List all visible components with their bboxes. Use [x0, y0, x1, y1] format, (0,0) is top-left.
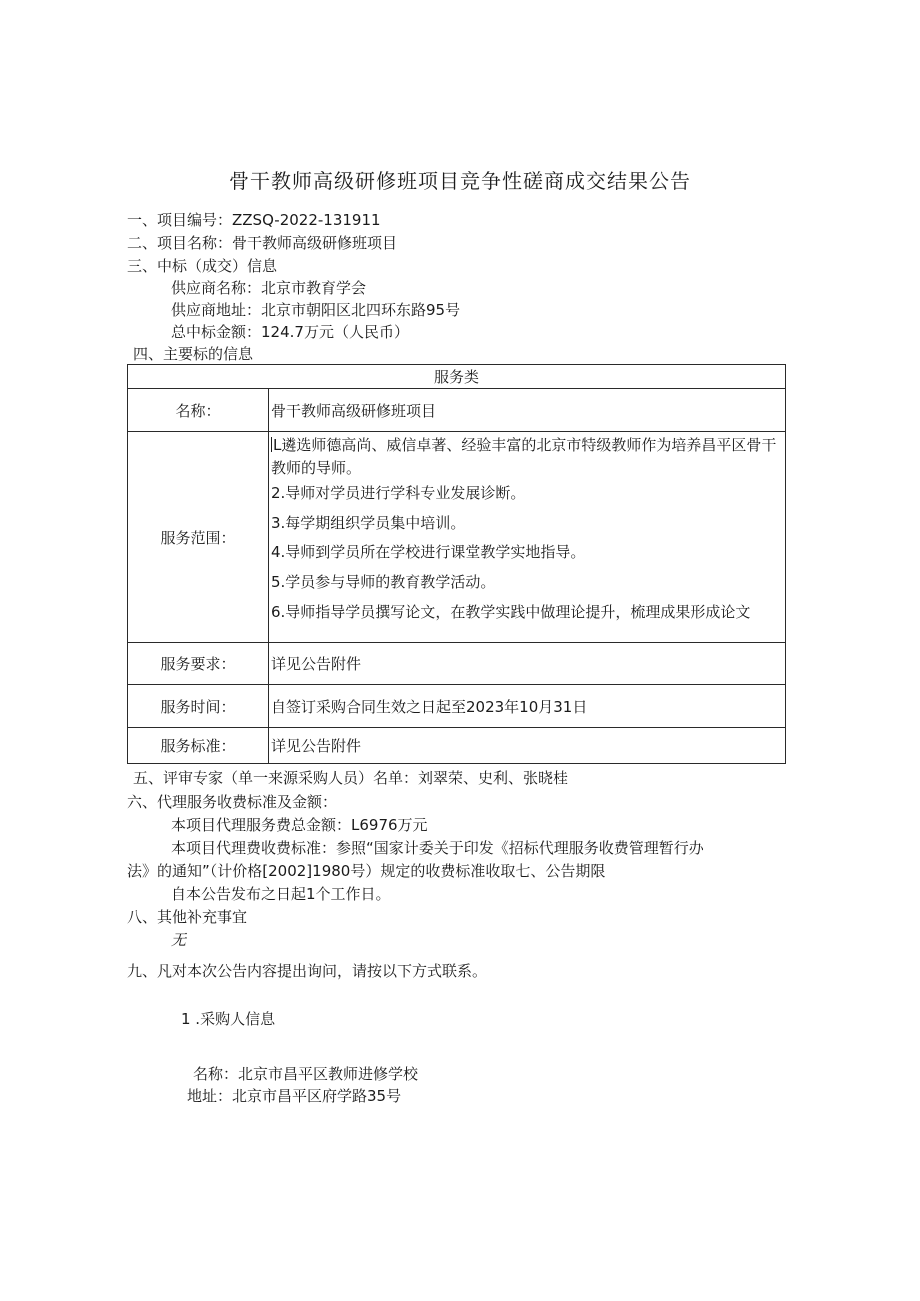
- contact-heading: 九、凡对本次公告内容提出询问，请按以下方式联系。: [127, 962, 488, 980]
- award-info-heading: 三、中标（成交）信息: [127, 257, 278, 275]
- review-experts: 五、评审专家（单一来源采购人员）名单：刘翠荣、史利、张晓桂: [133, 769, 569, 787]
- agency-fee-heading: 六、代理服务收费标准及金额：: [127, 793, 338, 811]
- scope-item-3: 3.每学期组织学员集中培训。: [271, 514, 466, 532]
- agency-fee-standard-line1: 本项目代理费收费标准：参照“国家计委关于印发《招标代理服务收费管理暂行办: [171, 839, 704, 857]
- buyer-info-heading: 1 .采购人信息: [181, 1010, 276, 1028]
- page-title: 骨干教师高级研修班项目竞争性磋商成交结果公告: [229, 169, 691, 193]
- standard-label: 服务标准：: [128, 728, 269, 764]
- agency-fee-standard-line2: 法》的通知”（计价格[2002]1980号）规定的收费标准收取七、公告期限: [127, 862, 606, 880]
- agency-fee-total: 本项目代理服务费总金额：L6976万元: [171, 816, 428, 834]
- scope-item-5: 5.学员参与导师的教育教学活动。: [271, 573, 496, 591]
- time-label: 服务时间：: [128, 685, 269, 728]
- line-mark-icon: [271, 437, 272, 452]
- scope-label: 服务范围：: [128, 432, 269, 643]
- buyer-address: 地址：北京市昌平区府学路35号: [187, 1087, 402, 1105]
- notice-period: 自本公告发布之日起1个工作日。: [171, 885, 391, 903]
- scope-item-1: [271, 434, 783, 480]
- table-header: 服务类: [128, 365, 786, 389]
- name-value: 骨干教师高级研修班项目: [269, 389, 786, 432]
- name-label: 名称：: [128, 389, 269, 432]
- requirement-value: 详见公告附件: [269, 643, 786, 685]
- buyer-name: 名称：北京市昌平区教师进修学校: [193, 1065, 419, 1083]
- time-value: 自签订采购合同生效之日起至2023年10月31日: [269, 685, 786, 728]
- subject-info-heading: 四、主要标的信息: [133, 345, 254, 363]
- requirement-label: 服务要求：: [128, 643, 269, 685]
- scope-item-1-text: 遴选师德高尚、威信卓著、经验丰富的北京市特级教师作为培养昌平区骨干教师的导师。: [271, 436, 777, 477]
- other-matters-value: 无: [171, 931, 187, 949]
- standard-value: 详见公告附件: [269, 728, 786, 764]
- scope-item-2: 2.导师对学员进行学科专业发展诊断。: [271, 484, 526, 502]
- scope-cell: [269, 432, 786, 643]
- total-award-amount: 总中标金额：124.7万元（人民币）: [171, 323, 409, 341]
- project-number: 一、项目编号：ZZSQ-2022-131911: [127, 211, 381, 229]
- scope-item-4: 4.导师到学员所在学校进行课堂教学实地指导。: [271, 543, 586, 561]
- scope-item-1-prefix: L: [273, 436, 282, 454]
- supplier-address: 供应商地址：北京市朝阳区北四环东路95号: [171, 301, 461, 319]
- other-matters-heading: 八、其他补充事宜: [127, 908, 248, 926]
- supplier-name: 供应商名称：北京市教育学会: [171, 279, 367, 297]
- scope-item-6: 6.导师指导学员撰写论文，在教学实践中做理论提升，梳理成果形成论文: [271, 603, 751, 621]
- project-name: 二、项目名称：骨干教师高级研修班项目: [127, 234, 398, 252]
- subject-info-table: [127, 364, 786, 764]
